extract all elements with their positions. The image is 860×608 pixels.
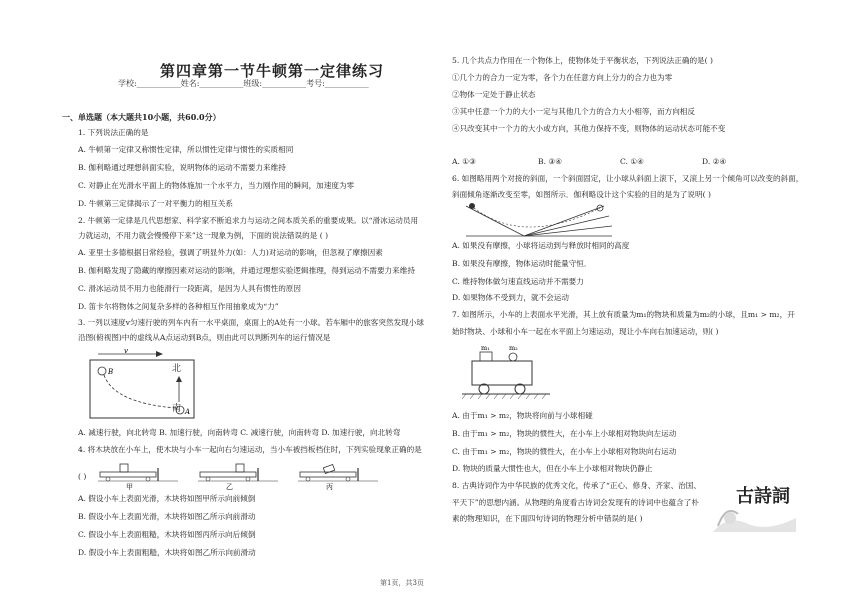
q5-option-a: A. ①③	[452, 157, 476, 166]
page-footer: 第1页，共3页	[380, 579, 424, 587]
q3-stem-line1: 3. 一列以速度v匀速行驶的列车内有一水平桌面，桌面上的A处有一小球。若车厢中的旅客突然发现小球	[78, 318, 424, 327]
block-m1	[480, 352, 492, 361]
ball-m2	[509, 353, 517, 361]
north-south-arrow	[174, 376, 184, 402]
q7-option-d: D. 物块的质量大惯性也大，但在小车上小球相对物块仍静止	[452, 464, 653, 473]
cart-figure-jia	[98, 464, 178, 481]
q5-stem: 5. 几个共点力作用在一个物体上，使物体处于平衡状态，下列说法正确的是( )	[452, 56, 713, 65]
q1-option-c: C. 对静止在光滑水平面上的物体施加一个水平力，当力刚作用的瞬间，加速度为零	[78, 181, 355, 190]
q2-option-d: D. 笛卡尔将物体之间复杂多样的各种相互作用抽象成为“力”	[78, 302, 279, 311]
q7-figure	[462, 343, 552, 403]
ball-b	[98, 367, 106, 375]
fig-label-bing: 丙	[326, 483, 333, 490]
fixed-slope	[466, 206, 524, 236]
q2-stem-line2: 力就运动，不用力就会慢慢停下来”这一现象为例，下面的说法错误的是 ( )	[78, 231, 329, 240]
q5-statement-2: ②物体一定处于静止状态	[452, 90, 536, 99]
q1-option-d: D. 牛顿第三定律揭示了一对平衡力的相互关系	[78, 199, 233, 208]
q3-options: A. 减速行驶，向北转弯 B. 加速行驶，向南转弯 C. 减速行驶，向南转弯 D. 加速行驶，向北转弯	[78, 428, 401, 437]
q5-statement-4: ④只改变其中一个力的大小或方向，其他力保持不变，则物体的运动状态可能不变	[452, 124, 726, 133]
q6-stem-line2: 斜面倾角逐渐改变至零，如图所示．伽利略设计这个实验的目的是为了说明( )	[452, 190, 711, 199]
floor-hatching	[462, 394, 546, 399]
q8-stem-line2: 平天下”的思想内涵。从物理的角度看古诗词会发现有的诗词中也蕴含了朴	[452, 498, 699, 507]
q6-option-c: C. 维持物体做匀速直线运动并不需要力	[452, 277, 584, 286]
q2-option-a: A. 亚里士多德根据日常经验，强调了明显外力(如：人力)对运动的影响，但忽视了摩擦因素	[78, 248, 383, 257]
point-b-label: B	[108, 368, 114, 376]
q2-option-b: B. 伽利略发现了隐藏的摩擦因素对运动的影响，并通过理想实验逻辑推理，得到运动不需要力来维持	[78, 266, 415, 275]
q6-option-d: D. 如果物体不受到力，就不会运动	[452, 293, 569, 302]
student-info-line: 学校:___________姓名:___________班级:___________考号:___________	[118, 79, 369, 88]
q6-figure	[464, 202, 614, 240]
m1-label: m₁	[481, 344, 490, 352]
q2-option-c: C. 滑冰运动员不用力也能滑行一段距离，是因为人具有惯性的原因	[78, 284, 301, 293]
trajectory	[474, 208, 600, 227]
q5-option-d: D. ②④	[702, 157, 727, 166]
q7-option-c: C. 由于m₁ > m₂，物块的惯性大，在小车上小球相对物块向右运动	[452, 447, 677, 456]
q4-option-b: B. 假设小车上表面光滑，木块将如图乙所示向前滑动	[78, 512, 256, 521]
q6-stem-line1: 6. 如图略用两个对接的斜面，一个斜面固定，让小球从斜面上滚下，又滚上另一个倾角可以改变的斜面，	[452, 174, 804, 183]
q7-option-b: B. 由于m₁ > m₂，物块的惯性大，在小车上小球相对物块向左运动	[452, 429, 677, 438]
q5-statement-3: ③其中任意一个力的大小一定与其他几个力的合力大小相等，而方向相反	[452, 107, 695, 116]
flower-blossom	[724, 512, 736, 524]
q3-figure	[84, 348, 214, 423]
ancient-poetry-logo	[708, 474, 798, 534]
cart-body	[472, 361, 532, 385]
q8-stem-line1: 8. 古典诗词作为中华民族的优秀文化，传承了“正心、修身、齐家、治国、	[452, 481, 701, 490]
cart-figure-yi	[198, 464, 278, 481]
q7-stem-line2: 始时物块、小球和小车一起在水平面上匀速运动，现让小车向右加速运动，则( )	[452, 327, 719, 336]
fig-label-jia: 甲	[126, 483, 133, 490]
velocity-label: v	[124, 348, 128, 355]
q6-option-a: A. 如果没有摩擦，小球将运动到与释放时相同的高度	[452, 241, 630, 250]
q4-option-c: C. 假设小车上表面粗糙，木块将如图丙所示向后倾倒	[78, 530, 256, 539]
point-a-label: A	[185, 408, 191, 416]
q1-option-b: B. 伽利略通过理想斜面实验，说明物体的运动不需要力来维持	[78, 163, 286, 172]
velocity-arrow-head	[156, 351, 163, 357]
q2-stem-line1: 2. 牛顿第一定律是几代思想家、科学家不断追求力与运动之间本质关系的重要成果。以“滑冰运动员用	[78, 216, 419, 225]
page-title: 第四章第一节牛顿第一定律练习	[160, 62, 385, 80]
q4-stem: 4. 将木块放在小车上，使木块与小车一起向右匀速运动，当小车被挡板档住时，下列实验现象正确的是	[78, 445, 422, 454]
q7-option-a: A. 由于m₁ > m₂，物块将向前与小球相碰	[452, 411, 593, 420]
north-label: 北	[172, 364, 182, 374]
south-label: 南	[172, 404, 182, 414]
q1-option-a: A. 牛顿第一定律又称惯性定律，所以惯性定律与惯性的实质相同	[78, 145, 294, 154]
cart-figure-bing	[298, 464, 378, 481]
q8-stem-line3: 素的物理知识，在下面四句诗词的物理分析中错误的是( )	[452, 514, 643, 523]
q3-stem-line2: 沿图(俯视图)中的虚线从A点运动到B点，则由此可以判断列车的运行情况是	[78, 333, 331, 342]
q5-statement-1: ①几个力的合力一定为零，各个力在任意方向上分力的合力也为零	[452, 73, 673, 82]
q5-option-c: C. ①④	[620, 157, 644, 166]
fig-label-yi: 乙	[226, 483, 233, 490]
section-heading: 一、单选题（本大题共10小题，共60.0分）	[62, 112, 221, 122]
q5-option-b: B. ③④	[538, 157, 563, 166]
q4-option-d: D. 假设小车上表面粗糙，木块将如图乙所示向前滑动	[78, 548, 256, 557]
q4-paren: ( )	[78, 472, 87, 481]
dashed-path	[104, 375, 176, 408]
q1-stem: 1. 下列说法正确的是	[78, 128, 149, 137]
logo-text: 古詩詞	[736, 486, 790, 507]
q4-figure	[98, 460, 398, 490]
q7-stem-line1: 7. 如图所示，小车的上表面水平光滑，其上放有质量为m₁的物块和质量为m₂的小球，且m₁ > m₂，开	[452, 310, 795, 319]
slope-medium	[524, 216, 609, 236]
q6-option-b: B. 如果没有摩擦，物体运动时能量守恒．	[452, 259, 592, 268]
q4-option-a: A. 假设小车上表面光滑，木块将如图甲所示向前倾倒	[78, 494, 256, 503]
m2-label: m₂	[509, 344, 518, 352]
